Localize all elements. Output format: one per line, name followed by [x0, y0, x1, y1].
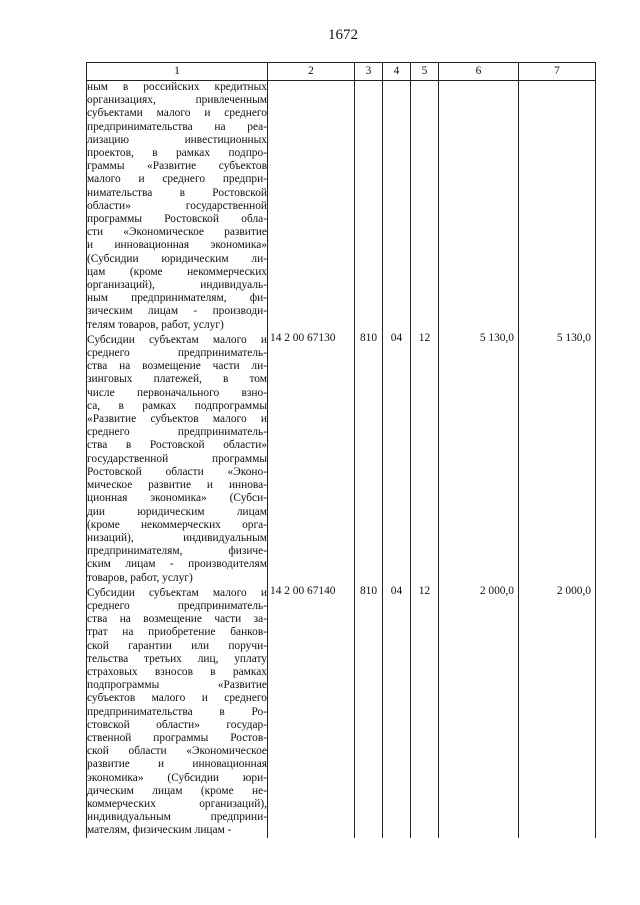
description-line: сти «Экономическое развитие	[87, 226, 267, 239]
description-line: нимательства в Ростовской	[87, 186, 267, 199]
description-line: ства на возмещение части ли-	[87, 360, 267, 373]
section-code	[383, 81, 411, 332]
description-line: предпринимателям, физиче-	[87, 545, 267, 558]
expense-type-code	[355, 81, 383, 332]
description-line: субъектами малого и среднего	[87, 107, 267, 120]
amount-cell: 2 000,0	[519, 585, 596, 838]
expense-type-code: 810	[355, 332, 383, 585]
description-line: малого и среднего предпри-	[87, 173, 267, 186]
budget-classification-code: 14 2 00 67140	[268, 585, 355, 838]
description-line: ным предпринимателям, фи-	[87, 292, 267, 305]
description-line: ской гарантии или поручи-	[87, 639, 267, 652]
budget-classification-code	[268, 81, 355, 332]
description-line: ской области «Экономическое	[87, 745, 267, 758]
description-line: тельства третьих лиц, уплату	[87, 652, 267, 665]
description-line: развитие и инновационная	[87, 758, 267, 771]
description-line: среднего предприниматель-	[87, 426, 267, 439]
description-line: лизацию инвестиционных	[87, 133, 267, 146]
description-line: низаций), индивидуальным	[87, 531, 267, 544]
description-line: стовской области» государ-	[87, 718, 267, 731]
description-line: мическое развитие и иннова-	[87, 479, 267, 492]
expense-description	[87, 81, 268, 332]
description-line: индивидуальным предприни-	[87, 811, 267, 824]
budget-classification-code: 14 2 00 67130	[268, 332, 355, 585]
description-line: ским лицам - производителям	[87, 558, 267, 571]
description-line: организаций), индивидуаль-	[87, 279, 267, 292]
description-line: среднего предприниматель-	[87, 347, 267, 360]
column-header: 7	[519, 63, 596, 81]
column-header: 2	[268, 63, 355, 81]
description-line: ственной программы Ростов-	[87, 731, 267, 744]
description-line: телям товаров, работ, услуг)	[87, 318, 224, 331]
table-row	[87, 332, 596, 585]
description-line: предпринимательства на реа-	[87, 120, 267, 133]
description-line: дии юридическим лицам	[87, 505, 267, 518]
description-line: числе первоначального взно-	[87, 386, 267, 399]
description-line: дическим лицам (кроме не-	[87, 784, 267, 797]
description-line: трат на приобретение банков-	[87, 626, 267, 639]
description-line: ным в российских кредитных	[87, 81, 267, 93]
description-line: коммерческих организаций),	[87, 797, 267, 810]
description-line: страховых взносов в рамках	[87, 665, 267, 678]
column-header: 5	[411, 63, 439, 81]
description-line: государственной программы	[87, 452, 267, 465]
amount-cell: 5 130,0	[439, 332, 519, 585]
budget-table	[86, 62, 596, 838]
description-line: (Субсидии юридическим ли-	[87, 252, 267, 265]
table-row	[87, 81, 596, 332]
subsection-code: 12	[411, 332, 439, 585]
description-line: (кроме некоммерческих орга-	[87, 518, 267, 531]
expense-type-code: 810	[355, 585, 383, 838]
description-line: зическим лицам - производи-	[87, 305, 267, 318]
description-line: зинговых платежей, в том	[87, 373, 267, 386]
description-line: среднего предприниматель-	[87, 599, 267, 612]
description-line: и инновационная экономика»	[87, 239, 267, 252]
amount-cell	[519, 81, 596, 332]
description-line: предпринимательства в Ро-	[87, 705, 267, 718]
description-line: области» государственной	[87, 199, 267, 212]
expense-description	[87, 585, 268, 838]
description-line: организациях, привлеченным	[87, 94, 267, 107]
table-row	[87, 585, 596, 838]
description-line: подпрограммы «Развитие	[87, 679, 267, 692]
amount-cell: 2 000,0	[439, 585, 519, 838]
description-line: экономика» (Субсидии юри-	[87, 771, 267, 784]
column-header: 4	[383, 63, 411, 81]
description-line: ционная экономика» (Субси-	[87, 492, 267, 505]
column-header: 1	[87, 63, 268, 81]
column-header: 3	[355, 63, 383, 81]
subsection-code: 12	[411, 585, 439, 838]
amount-cell	[439, 81, 519, 332]
description-line: Субсидии субъектам малого и	[87, 333, 267, 346]
description-line: Ростовской области «Эконо-	[87, 465, 267, 478]
page-number: 1672	[328, 27, 358, 43]
expense-description	[87, 332, 268, 585]
description-line: ства в Ростовской области»	[87, 439, 267, 452]
description-line: товаров, работ, услуг)	[87, 571, 193, 584]
description-line: проектов, в рамках подпро-	[87, 147, 267, 160]
description-line: ства на возмещение части за-	[87, 613, 267, 626]
description-line: граммы «Развитие субъектов	[87, 160, 267, 173]
description-line: мателям, физическим лицам -	[87, 824, 232, 837]
amount-cell: 5 130,0	[519, 332, 596, 585]
description-line: субъектов малого и среднего	[87, 692, 267, 705]
column-header: 6	[439, 63, 519, 81]
description-line: «Развитие субъектов малого и	[87, 413, 267, 426]
description-line: цам (кроме некоммерческих	[87, 265, 267, 278]
section-code: 04	[383, 585, 411, 838]
header-row	[87, 63, 596, 81]
description-line: са, в рамках подпрограммы	[87, 399, 267, 412]
subsection-code	[411, 81, 439, 332]
section-code: 04	[383, 332, 411, 585]
description-line: Субсидии субъектам малого и	[87, 586, 267, 599]
description-line: программы Ростовской обла-	[87, 213, 267, 226]
